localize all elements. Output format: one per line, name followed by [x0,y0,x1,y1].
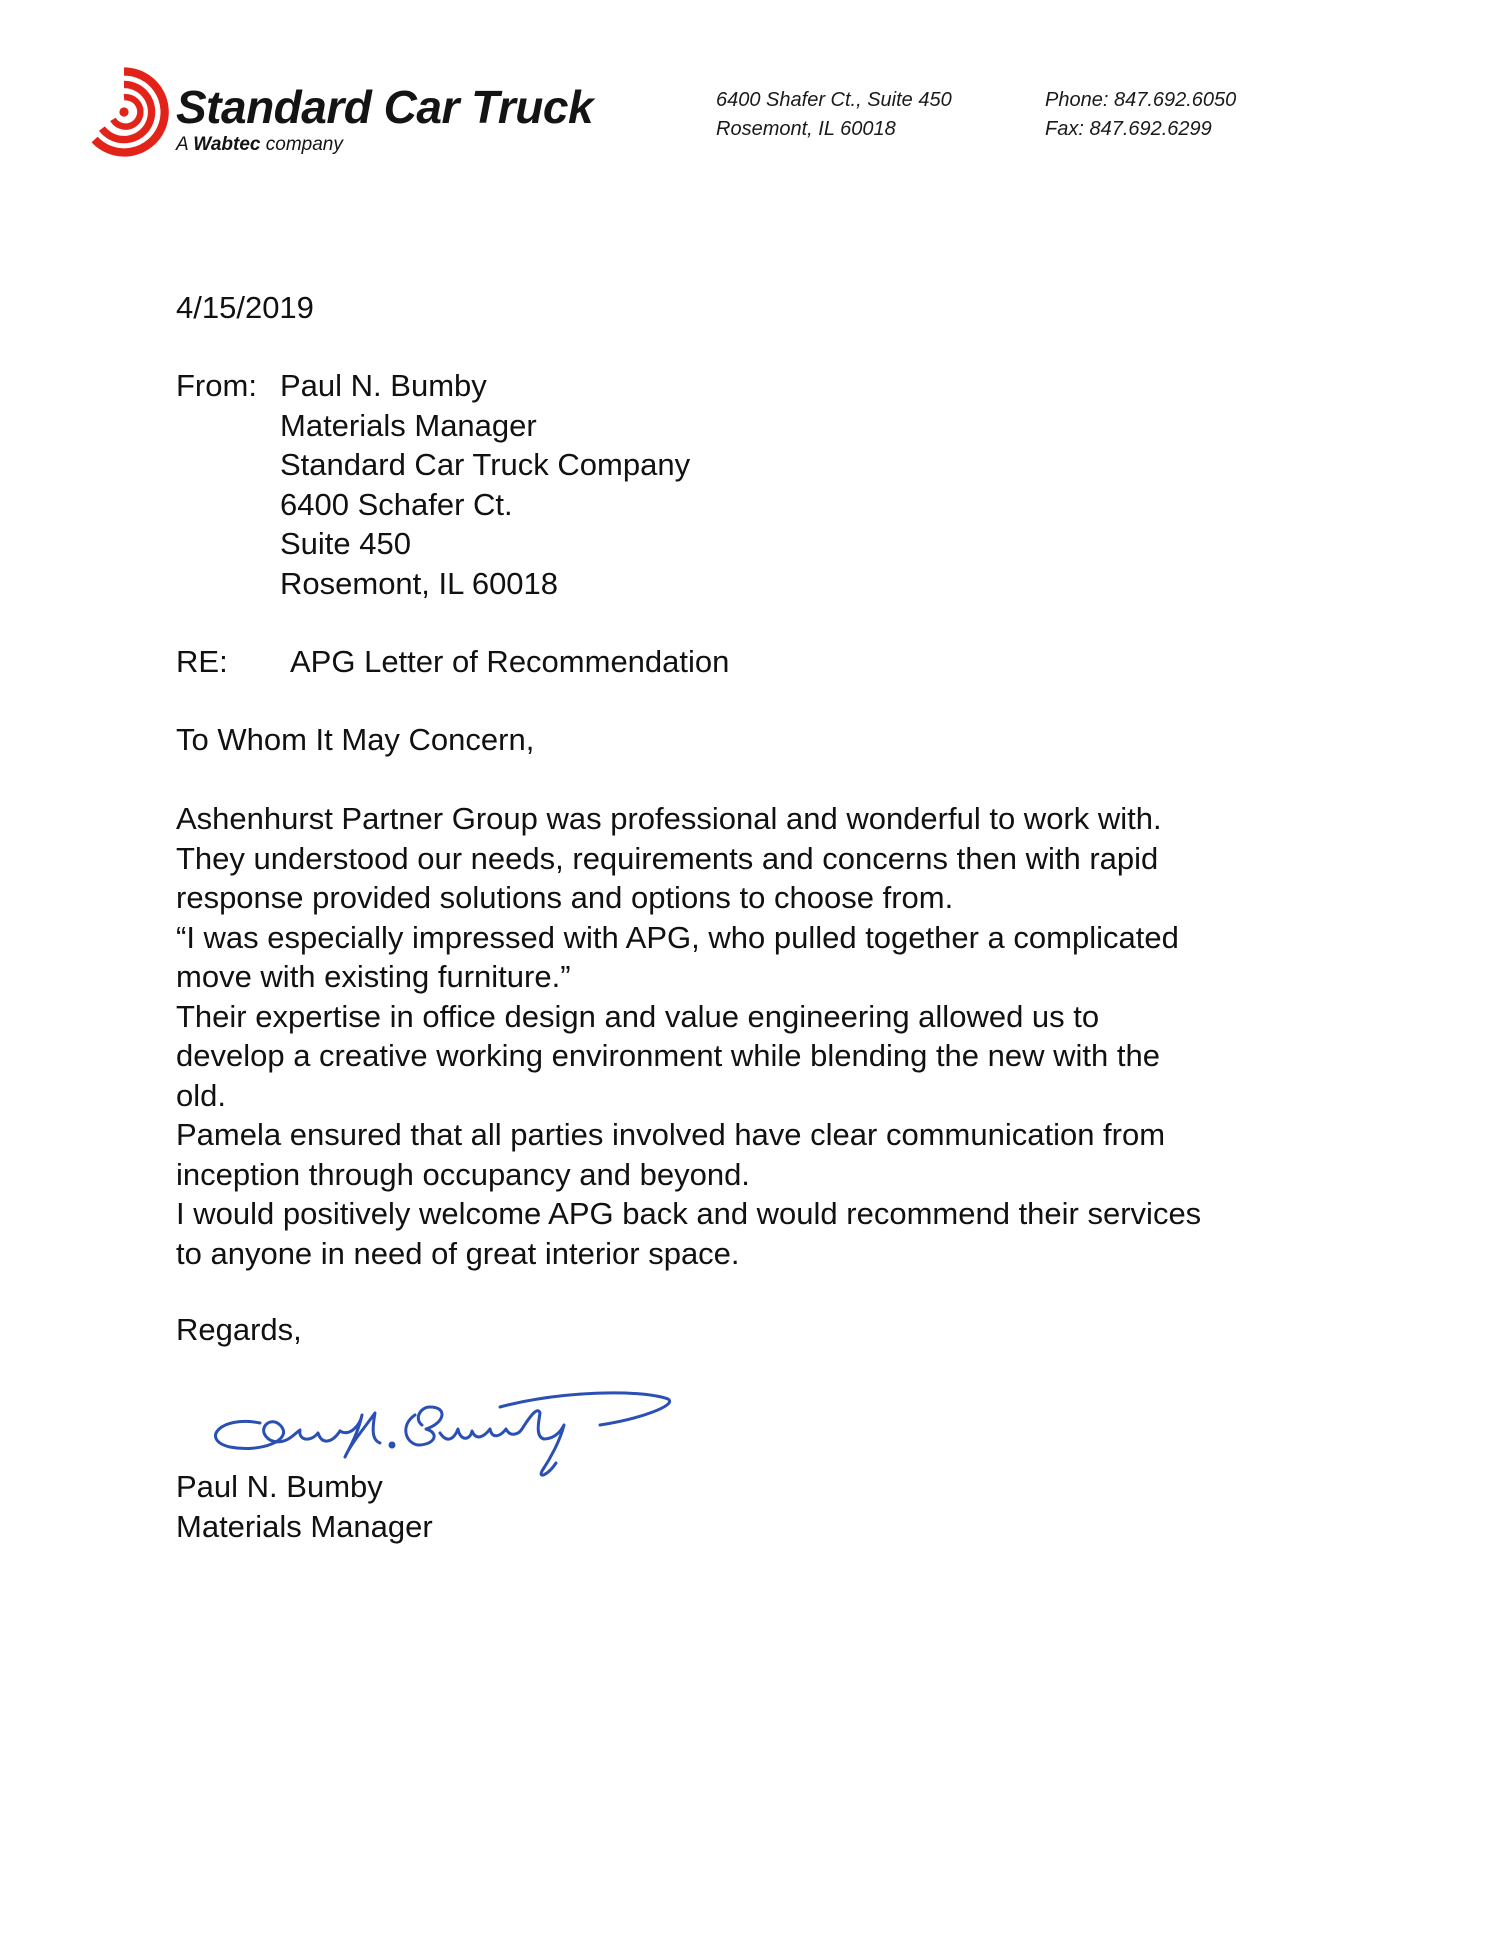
body-line: Ashenhurst Partner Group was professional and wonderful to work with. [176,801,1162,836]
letter-body [176,799,1201,1273]
from-label: From: [176,368,257,403]
from-line: Standard Car Truck Company [280,447,691,482]
tagline-prefix: A [176,134,188,155]
from-address-block [280,366,690,603]
letter-date: 4/15/2019 [176,290,314,325]
fax-number: Fax: 847.692.6299 [1045,118,1212,140]
body-line: Their expertise in office design and value engineering allowed us to [176,998,1100,1034]
letterhead-contact [1045,86,1236,144]
from-line: Rosemont, IL 60018 [280,565,559,601]
body-line: inception through occupancy and beyond. [176,1156,750,1192]
body-line: Pamela ensured that all parties involved have clear communication from [176,1117,1166,1152]
body-line: develop a creative working environment while blending the new with the [176,1038,1160,1073]
address-line-1: 6400 Shafer Ct., Suite 450 [716,89,952,111]
phone-number: Phone: 847.692.6050 [1045,89,1237,111]
address-line-2: Rosemont, IL 60018 [716,118,896,140]
brand-name: Standard Car Truck [176,81,594,133]
salutation: To Whom It May Concern, [176,722,535,757]
signatory-name: Paul N. Bumby [176,1469,383,1504]
signatory-title: Materials Manager [176,1508,433,1544]
tagline-brand: Wabtec [193,134,261,155]
body-line: They understood our needs, requirements and concerns then with rapid [176,840,1159,876]
body-line: move with existing furniture.” [176,959,571,994]
from-line: Paul N. Bumby [280,368,487,403]
body-line: “I was especially impressed with APG, who pulled together a complicated [176,919,1179,955]
closing: Regards, [176,1312,302,1347]
from-line: Suite 450 [280,526,411,561]
brand-tagline [176,135,343,154]
body-line: old. [176,1077,226,1113]
signature-block [176,1467,433,1546]
body-line: to anyone in need of great interior space. [176,1235,740,1271]
body-line: response provided solutions and options to choose from. [176,880,954,915]
re-label: RE: [176,644,228,679]
tagline-suffix: company [265,134,343,155]
company-logo-icon [78,66,170,158]
letterhead-address [716,86,952,144]
body-line: I would positively welcome APG back and would recommend their services [176,1196,1202,1231]
from-line: Materials Manager [280,407,537,443]
from-line: 6400 Schafer Ct. [280,486,513,522]
re-subject: APG Letter of Recommendation [290,644,730,679]
